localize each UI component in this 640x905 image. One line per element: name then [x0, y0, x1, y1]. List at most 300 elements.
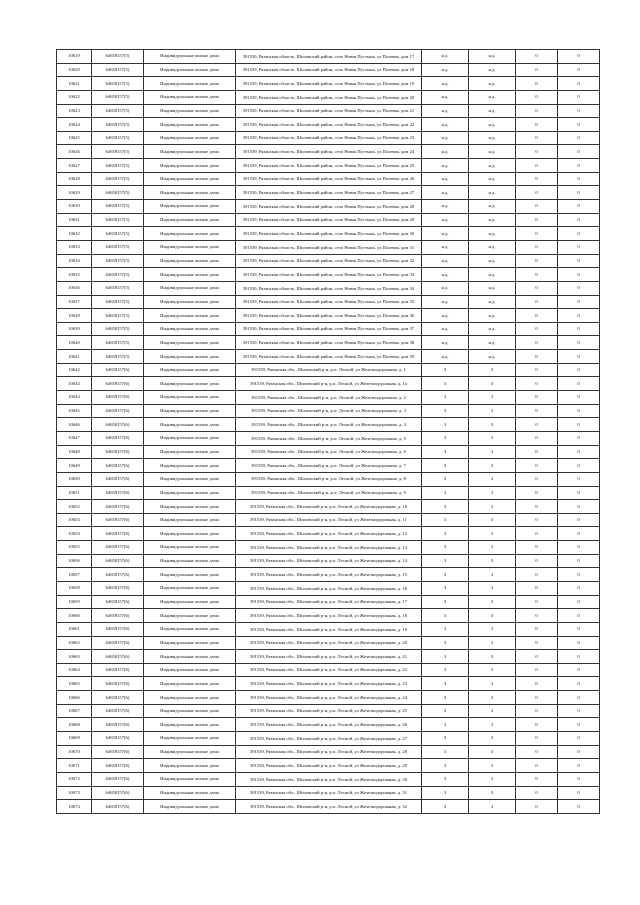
- value-cell-7: 0: [516, 800, 558, 814]
- row-number-cell: 10646: [57, 418, 92, 432]
- row-number-cell: 10645: [57, 404, 92, 418]
- value-cell-6: 3: [469, 732, 516, 746]
- address-cell: 391539, Рязанская обл., Шиловский р-н, р.п. Лесной, ул Железнодорожная, д. 17: [236, 595, 422, 609]
- table-row: [57, 363, 600, 377]
- value-cell-6: н.д.: [469, 213, 516, 227]
- value-cell-6: 3: [469, 772, 516, 786]
- value-cell-7: 0: [516, 172, 558, 186]
- building-type-cell: Индивидуальные жилые дома: [144, 459, 236, 473]
- table-row: [57, 104, 600, 118]
- oktmo-code-cell: 64658157(6): [92, 786, 144, 800]
- value-cell-6: н.д.: [469, 77, 516, 91]
- value-cell-6: 3: [469, 650, 516, 664]
- oktmo-code-cell: 64658157(6): [92, 704, 144, 718]
- address-cell: 391539, Рязанская область, Шиловский район, село Новая Пустынь, ул Полевая, дом 37: [236, 322, 422, 336]
- address-cell: 391539, Рязанская обл., Шиловский р-н, р.п. Лесной, ул Железнодорожная, д. 29: [236, 759, 422, 773]
- row-number-cell: 10663: [57, 650, 92, 664]
- address-cell: 391539, Рязанская обл., Шиловский р-н, р.п. Лесной, ул Железнодорожная, д. 19: [236, 622, 422, 636]
- row-number-cell: 10658: [57, 581, 92, 595]
- row-number-cell: 10624: [57, 118, 92, 132]
- value-cell-8: 0: [558, 691, 600, 705]
- table-row: [57, 118, 600, 132]
- table-row: [57, 691, 600, 705]
- building-type-cell: Индивидуальные жилые дома: [144, 431, 236, 445]
- oktmo-code-cell: 64658157(6): [92, 500, 144, 514]
- oktmo-code-cell: 64658157(5): [92, 309, 144, 323]
- value-cell-5: н.д.: [422, 131, 469, 145]
- value-cell-6: 3: [469, 636, 516, 650]
- value-cell-5: 3: [422, 363, 469, 377]
- row-number-cell: 10659: [57, 595, 92, 609]
- address-cell: 391539, Рязанская обл., Шиловский р-н, р.п. Лесной, ул Железнодорожная, д. 9: [236, 486, 422, 500]
- value-cell-5: 3: [422, 745, 469, 759]
- building-type-cell: Индивидуальные жилые дома: [144, 63, 236, 77]
- building-type-cell: Индивидуальные жилые дома: [144, 50, 236, 64]
- row-number-cell: 10657: [57, 568, 92, 582]
- building-type-cell: Индивидуальные жилые дома: [144, 472, 236, 486]
- value-cell-8: 0: [558, 759, 600, 773]
- value-cell-8: 0: [558, 704, 600, 718]
- value-cell-8: 0: [558, 650, 600, 664]
- value-cell-7: 0: [516, 745, 558, 759]
- row-number-cell: 10653: [57, 513, 92, 527]
- row-number-cell: 10634: [57, 254, 92, 268]
- value-cell-8: 0: [558, 581, 600, 595]
- value-cell-5: н.д.: [422, 227, 469, 241]
- address-cell: 391539, Рязанская область, Шиловский район, село Новая Пустынь, ул Полевая, дом 39: [236, 350, 422, 364]
- oktmo-code-cell: 64658157(6): [92, 677, 144, 691]
- oktmo-code-cell: 64658157(6): [92, 650, 144, 664]
- value-cell-7: 0: [516, 554, 558, 568]
- value-cell-5: 3: [422, 677, 469, 691]
- building-type-cell: Индивидуальные жилые дома: [144, 772, 236, 786]
- row-number-cell: 10650: [57, 472, 92, 486]
- row-number-cell: 10649: [57, 459, 92, 473]
- value-cell-5: н.д.: [422, 104, 469, 118]
- value-cell-8: 0: [558, 63, 600, 77]
- value-cell-8: 0: [558, 200, 600, 214]
- building-type-cell: Индивидуальные жилые дома: [144, 295, 236, 309]
- table-row: [57, 472, 600, 486]
- building-type-cell: Индивидуальные жилые дома: [144, 336, 236, 350]
- value-cell-8: 0: [558, 677, 600, 691]
- value-cell-6: н.д.: [469, 322, 516, 336]
- address-cell: 391539, Рязанская обл., Шиловский р-н, р.п. Лесной, ул Железнодорожная, д. 12: [236, 527, 422, 541]
- table-row: [57, 90, 600, 104]
- building-type-cell: Индивидуальные жилые дома: [144, 172, 236, 186]
- row-number-cell: 10654: [57, 527, 92, 541]
- building-type-cell: Индивидуальные жилые дома: [144, 281, 236, 295]
- building-type-cell: Индивидуальные жилые дома: [144, 513, 236, 527]
- oktmo-code-cell: 64658157(6): [92, 609, 144, 623]
- oktmo-code-cell: 64658157(5): [92, 281, 144, 295]
- address-cell: 391539, Рязанская область, Шиловский район, село Новая Пустынь, ул Полевая, дом 19: [236, 77, 422, 91]
- address-cell: 391539, Рязанская область, Шиловский район, село Новая Пустынь, ул Полевая, дом 35: [236, 295, 422, 309]
- address-cell: 391539, Рязанская обл., Шиловский р-н, р.п. Лесной, ул Железнодорожная, д. 20: [236, 636, 422, 650]
- address-cell: 391539, Рязанская область, Шиловский район, село Новая Пустынь, ул Полевая, дом 23: [236, 131, 422, 145]
- value-cell-5: н.д.: [422, 336, 469, 350]
- oktmo-code-cell: 64658157(5): [92, 90, 144, 104]
- value-cell-6: 3: [469, 431, 516, 445]
- value-cell-8: 0: [558, 254, 600, 268]
- building-type-cell: Индивидуальные жилые дома: [144, 568, 236, 582]
- value-cell-7: 0: [516, 186, 558, 200]
- table-row: [57, 131, 600, 145]
- building-type-cell: Индивидуальные жилые дома: [144, 77, 236, 91]
- building-type-cell: Индивидуальные жилые дома: [144, 227, 236, 241]
- value-cell-5: 3: [422, 500, 469, 514]
- oktmo-code-cell: 64658157(6): [92, 691, 144, 705]
- row-number-cell: 10661: [57, 622, 92, 636]
- building-type-cell: Индивидуальные жилые дома: [144, 541, 236, 555]
- value-cell-6: 3: [469, 800, 516, 814]
- value-cell-7: 0: [516, 50, 558, 64]
- oktmo-code-cell: 64658157(6): [92, 568, 144, 582]
- oktmo-code-cell: 64658157(6): [92, 486, 144, 500]
- oktmo-code-cell: 64658157(6): [92, 772, 144, 786]
- building-type-cell: Индивидуальные жилые дома: [144, 554, 236, 568]
- table-row: [57, 431, 600, 445]
- table-row: [57, 745, 600, 759]
- value-cell-6: 3: [469, 377, 516, 391]
- building-type-cell: Индивидуальные жилые дома: [144, 650, 236, 664]
- oktmo-code-cell: 64658157(5): [92, 336, 144, 350]
- value-cell-6: 3: [469, 759, 516, 773]
- value-cell-7: 0: [516, 336, 558, 350]
- value-cell-5: 3: [422, 622, 469, 636]
- address-cell: 391539, Рязанская область, Шиловский район, село Новая Пустынь, ул Полевая, дом 21: [236, 104, 422, 118]
- value-cell-6: н.д.: [469, 63, 516, 77]
- oktmo-code-cell: 64658157(6): [92, 391, 144, 405]
- table-row: [57, 677, 600, 691]
- value-cell-5: 3: [422, 772, 469, 786]
- value-cell-8: 0: [558, 77, 600, 91]
- value-cell-5: н.д.: [422, 240, 469, 254]
- value-cell-7: 0: [516, 513, 558, 527]
- value-cell-6: н.д.: [469, 281, 516, 295]
- value-cell-7: 0: [516, 732, 558, 746]
- value-cell-7: 0: [516, 595, 558, 609]
- oktmo-code-cell: 64658157(6): [92, 622, 144, 636]
- table-row: [57, 309, 600, 323]
- address-cell: 391539, Рязанская обл., Шиловский р-н, р.п. Лесной, ул Железнодорожная, д. 7: [236, 459, 422, 473]
- table-row: [57, 186, 600, 200]
- oktmo-code-cell: 64658157(5): [92, 77, 144, 91]
- row-number-cell: 10632: [57, 227, 92, 241]
- value-cell-5: 3: [422, 581, 469, 595]
- value-cell-5: 3: [422, 718, 469, 732]
- row-number-cell: 10656: [57, 554, 92, 568]
- value-cell-8: 0: [558, 636, 600, 650]
- oktmo-code-cell: 64658157(6): [92, 527, 144, 541]
- row-number-cell: 10651: [57, 486, 92, 500]
- value-cell-7: 0: [516, 772, 558, 786]
- oktmo-code-cell: 64658157(5): [92, 254, 144, 268]
- value-cell-5: 3: [422, 650, 469, 664]
- value-cell-8: 0: [558, 281, 600, 295]
- value-cell-5: н.д.: [422, 63, 469, 77]
- oktmo-code-cell: 64658157(5): [92, 118, 144, 132]
- value-cell-5: 3: [422, 404, 469, 418]
- address-cell: 391539, Рязанская обл., Шиловский р-н, р.п. Лесной, ул Железнодорожная, д. 27: [236, 732, 422, 746]
- address-cell: 391539, Рязанская обл., Шиловский р-н, р.п. Лесной, ул Железнодорожная, д. 4: [236, 418, 422, 432]
- value-cell-5: н.д.: [422, 213, 469, 227]
- building-type-cell: Индивидуальные жилые дома: [144, 240, 236, 254]
- table-row: [57, 541, 600, 555]
- table-row: [57, 63, 600, 77]
- value-cell-7: 0: [516, 118, 558, 132]
- value-cell-5: 3: [422, 431, 469, 445]
- row-number-cell: 10629: [57, 186, 92, 200]
- value-cell-6: 3: [469, 595, 516, 609]
- oktmo-code-cell: 64658157(5): [92, 350, 144, 364]
- value-cell-6: н.д.: [469, 172, 516, 186]
- oktmo-code-cell: 64658157(5): [92, 172, 144, 186]
- oktmo-code-cell: 64658157(6): [92, 472, 144, 486]
- address-cell: 391539, Рязанская область, Шиловский район, село Новая Пустынь, ул Полевая, дом 31: [236, 240, 422, 254]
- table-row: [57, 759, 600, 773]
- row-number-cell: 10633: [57, 240, 92, 254]
- value-cell-5: 3: [422, 554, 469, 568]
- oktmo-code-cell: 64658157(5): [92, 50, 144, 64]
- value-cell-5: 3: [422, 704, 469, 718]
- address-cell: 391539, Рязанская обл., Шиловский р-н, р.п. Лесной, ул Железнодорожная, д. 31: [236, 786, 422, 800]
- row-number-cell: 10625: [57, 131, 92, 145]
- value-cell-5: 3: [422, 513, 469, 527]
- building-type-cell: Индивидуальные жилые дома: [144, 786, 236, 800]
- value-cell-5: 3: [422, 377, 469, 391]
- value-cell-6: н.д.: [469, 268, 516, 282]
- table-row: [57, 622, 600, 636]
- value-cell-5: н.д.: [422, 186, 469, 200]
- value-cell-6: 3: [469, 513, 516, 527]
- oktmo-code-cell: 64658157(6): [92, 541, 144, 555]
- value-cell-6: 3: [469, 745, 516, 759]
- address-cell: 391539, Рязанская область, Шиловский район, село Новая Пустынь, ул Полевая, дом 20: [236, 90, 422, 104]
- table-row: [57, 213, 600, 227]
- row-number-cell: 10636: [57, 281, 92, 295]
- oktmo-code-cell: 64658157(5): [92, 131, 144, 145]
- value-cell-7: 0: [516, 227, 558, 241]
- value-cell-5: 3: [422, 418, 469, 432]
- table-row: [57, 268, 600, 282]
- row-number-cell: 10670: [57, 745, 92, 759]
- oktmo-code-cell: 64658157(6): [92, 513, 144, 527]
- value-cell-5: н.д.: [422, 295, 469, 309]
- value-cell-7: 0: [516, 404, 558, 418]
- building-type-cell: Индивидуальные жилые дома: [144, 609, 236, 623]
- address-cell: 391539, Рязанская область, Шиловский район, село Новая Пустынь, ул Полевая, дом 18: [236, 63, 422, 77]
- row-number-cell: 10639: [57, 322, 92, 336]
- value-cell-7: 0: [516, 77, 558, 91]
- value-cell-8: 0: [558, 745, 600, 759]
- oktmo-code-cell: 64658157(6): [92, 554, 144, 568]
- value-cell-8: 0: [558, 322, 600, 336]
- value-cell-7: 0: [516, 145, 558, 159]
- value-cell-7: 0: [516, 240, 558, 254]
- value-cell-5: 3: [422, 691, 469, 705]
- row-number-cell: 10667: [57, 704, 92, 718]
- building-type-cell: Индивидуальные жилые дома: [144, 350, 236, 364]
- oktmo-code-cell: 64658157(5): [92, 213, 144, 227]
- building-type-cell: Индивидуальные жилые дома: [144, 800, 236, 814]
- value-cell-8: 0: [558, 50, 600, 64]
- row-number-cell: 10630: [57, 200, 92, 214]
- building-type-cell: Индивидуальные жилые дома: [144, 500, 236, 514]
- address-cell: 391539, Рязанская обл., Шиловский р-н, р.п. Лесной, ул Железнодорожная, д. 1: [236, 363, 422, 377]
- table-row: [57, 513, 600, 527]
- value-cell-7: 0: [516, 568, 558, 582]
- value-cell-6: н.д.: [469, 50, 516, 64]
- building-type-cell: Индивидуальные жилые дома: [144, 718, 236, 732]
- value-cell-6: 3: [469, 486, 516, 500]
- value-cell-8: 0: [558, 541, 600, 555]
- address-cell: 391539, Рязанская область, Шиловский район, село Новая Пустынь, ул Полевая, дом 30: [236, 227, 422, 241]
- value-cell-8: 0: [558, 213, 600, 227]
- address-cell: 391539, Рязанская область, Шиловский район, село Новая Пустынь, ул Полевая, дом 22: [236, 118, 422, 132]
- table-row: [57, 718, 600, 732]
- value-cell-6: н.д.: [469, 240, 516, 254]
- table-row: [57, 704, 600, 718]
- value-cell-8: 0: [558, 159, 600, 173]
- address-cell: 391539, Рязанская область, Шиловский район, село Новая Пустынь, ул Полевая, дом 26: [236, 172, 422, 186]
- value-cell-5: 3: [422, 595, 469, 609]
- address-cell: 391539, Рязанская область, Шиловский район, село Новая Пустынь, ул Полевая, дом 36: [236, 309, 422, 323]
- value-cell-5: 3: [422, 527, 469, 541]
- value-cell-6: н.д.: [469, 350, 516, 364]
- building-type-cell: Индивидуальные жилые дома: [144, 254, 236, 268]
- value-cell-5: 3: [422, 445, 469, 459]
- building-type-cell: Индивидуальные жилые дома: [144, 486, 236, 500]
- address-cell: 391539, Рязанская обл., Шиловский р-н, р.п. Лесной, ул Железнодорожная, д. 18: [236, 609, 422, 623]
- value-cell-8: 0: [558, 622, 600, 636]
- value-cell-8: 0: [558, 595, 600, 609]
- value-cell-8: 0: [558, 472, 600, 486]
- row-number-cell: 10666: [57, 691, 92, 705]
- value-cell-8: 0: [558, 418, 600, 432]
- value-cell-6: 3: [469, 663, 516, 677]
- value-cell-6: н.д.: [469, 90, 516, 104]
- table-row: [57, 391, 600, 405]
- value-cell-7: 0: [516, 759, 558, 773]
- value-cell-7: 0: [516, 418, 558, 432]
- row-number-cell: 10643: [57, 377, 92, 391]
- oktmo-code-cell: 64658157(6): [92, 581, 144, 595]
- address-cell: 391539, Рязанская обл., Шиловский р-н, р.п. Лесной, ул Железнодорожная, д. 26: [236, 718, 422, 732]
- oktmo-code-cell: 64658157(5): [92, 145, 144, 159]
- address-cell: 391539, Рязанская область, Шиловский район, село Новая Пустынь, ул Полевая, дом 29: [236, 213, 422, 227]
- address-cell: 391539, Рязанская обл., Шиловский р-н, р.п. Лесной, ул Железнодорожная, д. 13: [236, 541, 422, 555]
- value-cell-8: 0: [558, 486, 600, 500]
- oktmo-code-cell: 64658157(6): [92, 732, 144, 746]
- value-cell-5: 3: [422, 459, 469, 473]
- address-cell: 391539, Рязанская обл., Шиловский р-н, р.п. Лесной, ул Железнодорожная, д. 8: [236, 472, 422, 486]
- row-number-cell: 10655: [57, 541, 92, 555]
- value-cell-7: 0: [516, 90, 558, 104]
- value-cell-6: 3: [469, 500, 516, 514]
- value-cell-7: 0: [516, 663, 558, 677]
- value-cell-5: н.д.: [422, 159, 469, 173]
- value-cell-6: 3: [469, 363, 516, 377]
- value-cell-6: н.д.: [469, 200, 516, 214]
- value-cell-5: н.д.: [422, 172, 469, 186]
- address-cell: 391539, Рязанская обл., Шиловский р-н, р.п. Лесной, ул Железнодорожная, д. 3: [236, 404, 422, 418]
- value-cell-5: 3: [422, 663, 469, 677]
- building-type-cell: Индивидуальные жилые дома: [144, 213, 236, 227]
- value-cell-7: 0: [516, 541, 558, 555]
- address-cell: 391539, Рязанская обл., Шиловский р-н, р.п. Лесной, ул Железнодорожная, д. 25: [236, 704, 422, 718]
- table-row: [57, 145, 600, 159]
- building-type-cell: Индивидуальные жилые дома: [144, 745, 236, 759]
- oktmo-code-cell: 64658157(5): [92, 268, 144, 282]
- value-cell-7: 0: [516, 786, 558, 800]
- value-cell-7: 0: [516, 691, 558, 705]
- table-row: [57, 377, 600, 391]
- building-type-cell: Индивидуальные жилые дома: [144, 581, 236, 595]
- row-number-cell: 10652: [57, 500, 92, 514]
- value-cell-6: 3: [469, 527, 516, 541]
- oktmo-code-cell: 64658157(5): [92, 186, 144, 200]
- value-cell-5: н.д.: [422, 350, 469, 364]
- oktmo-code-cell: 64658157(6): [92, 800, 144, 814]
- building-type-cell: Индивидуальные жилые дома: [144, 377, 236, 391]
- oktmo-code-cell: 64658157(6): [92, 418, 144, 432]
- value-cell-8: 0: [558, 404, 600, 418]
- address-cell: 391539, Рязанская обл., Шиловский р-н, р.п. Лесной, ул Железнодорожная, д. 2: [236, 391, 422, 405]
- table-row: [57, 650, 600, 664]
- value-cell-7: 0: [516, 581, 558, 595]
- building-type-cell: Индивидуальные жилые дома: [144, 90, 236, 104]
- building-type-cell: Индивидуальные жилые дома: [144, 391, 236, 405]
- value-cell-7: 0: [516, 459, 558, 473]
- row-number-cell: 10674: [57, 800, 92, 814]
- building-type-cell: Индивидуальные жилые дома: [144, 200, 236, 214]
- value-cell-7: 0: [516, 527, 558, 541]
- address-cell: 391539, Рязанская обл., Шиловский р-н, р.п. Лесной, ул Железнодорожная, д. 14: [236, 554, 422, 568]
- value-cell-5: 3: [422, 391, 469, 405]
- value-cell-8: 0: [558, 732, 600, 746]
- value-cell-5: н.д.: [422, 309, 469, 323]
- value-cell-7: 0: [516, 268, 558, 282]
- address-cell: 391539, Рязанская обл., Шиловский р-н, р.п. Лесной, ул Железнодорожная, д. 28: [236, 745, 422, 759]
- oktmo-code-cell: 64658157(6): [92, 595, 144, 609]
- table-row: [57, 254, 600, 268]
- value-cell-8: 0: [558, 800, 600, 814]
- value-cell-7: 0: [516, 131, 558, 145]
- value-cell-8: 0: [558, 240, 600, 254]
- value-cell-8: 0: [558, 295, 600, 309]
- table-row: [57, 322, 600, 336]
- oktmo-code-cell: 64658157(5): [92, 200, 144, 214]
- building-type-cell: Индивидуальные жилые дома: [144, 677, 236, 691]
- value-cell-6: 3: [469, 568, 516, 582]
- value-cell-7: 0: [516, 104, 558, 118]
- row-number-cell: 10621: [57, 77, 92, 91]
- address-cell: 391539, Рязанская область, Шиловский район, село Новая Пустынь, ул Полевая, дом 38: [236, 336, 422, 350]
- table-row: [57, 459, 600, 473]
- row-number-cell: 10623: [57, 104, 92, 118]
- table-row: [57, 77, 600, 91]
- oktmo-code-cell: 64658157(5): [92, 63, 144, 77]
- building-type-cell: Индивидуальные жилые дома: [144, 268, 236, 282]
- building-type-cell: Индивидуальные жилые дома: [144, 118, 236, 132]
- value-cell-7: 0: [516, 363, 558, 377]
- value-cell-6: н.д.: [469, 295, 516, 309]
- value-cell-8: 0: [558, 118, 600, 132]
- value-cell-8: 0: [558, 131, 600, 145]
- value-cell-6: 3: [469, 691, 516, 705]
- oktmo-code-cell: 64658157(6): [92, 718, 144, 732]
